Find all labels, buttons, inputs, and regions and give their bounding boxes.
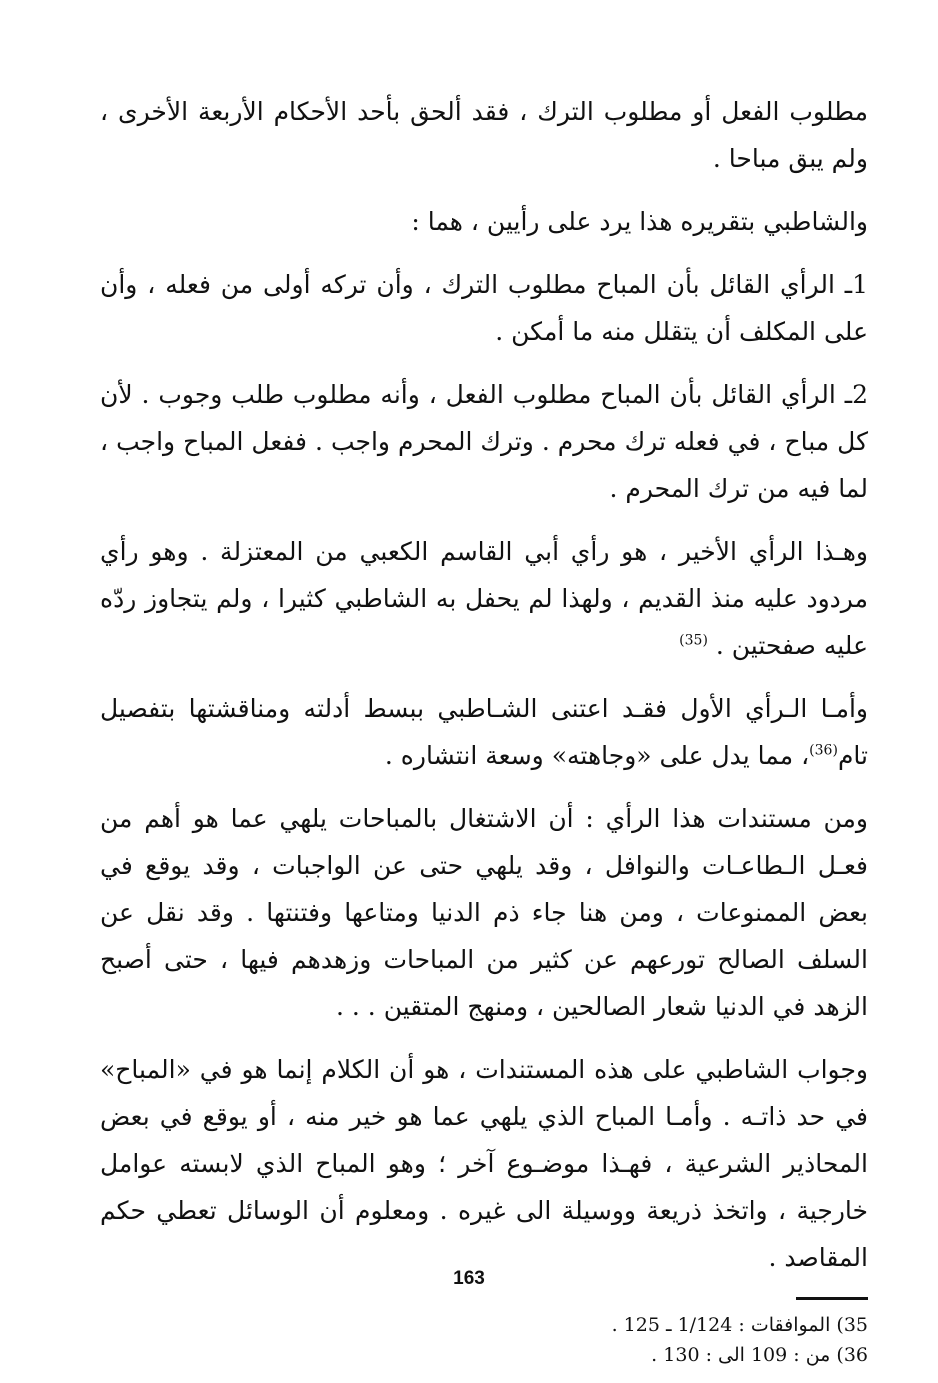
paragraph-1: مطلوب الفعل أو مطلوب الترك ، فقد ألحق بأحد الأحكام الأربعة الأخرى ، ولم يبق مباحا .	[100, 97, 868, 173]
footnote-35: 35) الموافقات : 1/124 ـ 125 .	[611, 1314, 868, 1336]
paragraph-5	[100, 528, 868, 669]
paragraph-7: ومن مستندات هذا الرأي : أن الاشتغال بالمباحات يلهي عما هو أهم من فعـل الـطاعـات والنوافل ، وقد يلهي حتى عن الواجبات ، وقد يوقع في بعض الممنوعات ، ومن هنا جاء ذم الدنيا ومتاعها وفتنتها . وقد نقل عن السلف الصالح تورعهم عن كثير من المباحات وزهدهم فيها ، حتى أصبح الزهد في الدنيا شعار الصالحين ، ومنهج المتقين . . .	[100, 804, 868, 1021]
page-number: 163	[453, 1268, 485, 1289]
footnote-ref-36: (36)	[809, 742, 838, 759]
footnote-ref-35: (35)	[679, 632, 708, 649]
paragraph-8: وجواب الشاطبي على هذه المستندات ، هو أن الكلام إنما هو في «المباح» في حد ذاتـه . وأمـا المباح الذي يلهي عما هو خير منه ، أو يوقع في بعض المحاذير الشرعية ، فهـذا موضـوع آخر ؛ وهو المباح الذي لابسته عوامل خارجية ، واتخذ ذريعة ووسيلة الى غيره . ومعلوم أن الوسائل تعطي حكم المقاصد .	[100, 1055, 868, 1272]
page-body	[100, 88, 868, 1370]
paragraph-5-text: وهـذا الرأي الأخير ، هو رأي أبي القاسم الكعبي من المعتزلة . وهو رأي مردود عليه منذ القديم ، ولهذا لم يحفل به الشاطبي كثيرا ، ولم يتجاوز ردّه عليه صفحتين .	[100, 537, 868, 660]
paragraph-3: 1ـ الرأي القائل بأن المباح مطلوب الترك ، وأن تركه أولى من فعله ، وأن على المكلف أن يتقلل منه ما أمكن .	[100, 270, 868, 346]
paragraph-4: 2ـ الرأي القائل بأن المباح مطلوب الفعل ، وأنه مطلوب طلب وجوب . لأن كل مباح ، في فعله ترك محرم . وترك المحرم واجب . ففعل المباح واجب ، لما فيه من ترك المحرم .	[100, 380, 868, 503]
paragraph-2: والشاطبي بتقريره هذا يرد على رأيين ، هما :	[411, 207, 868, 236]
footnote-36: 36) من : 109 الى : 130 .	[651, 1344, 868, 1366]
paragraph-6-tail: ، مما يدل على «وجاهته» وسعة انتشاره .	[384, 741, 810, 770]
paragraph-6-text: وأمـا الـرأي الأول فقـد اعتنى الشـاطبي ببسط أدلته ومناقشتها بتفصيل تام	[100, 694, 868, 770]
paragraph-6	[100, 685, 868, 779]
footnote-divider	[796, 1297, 868, 1300]
